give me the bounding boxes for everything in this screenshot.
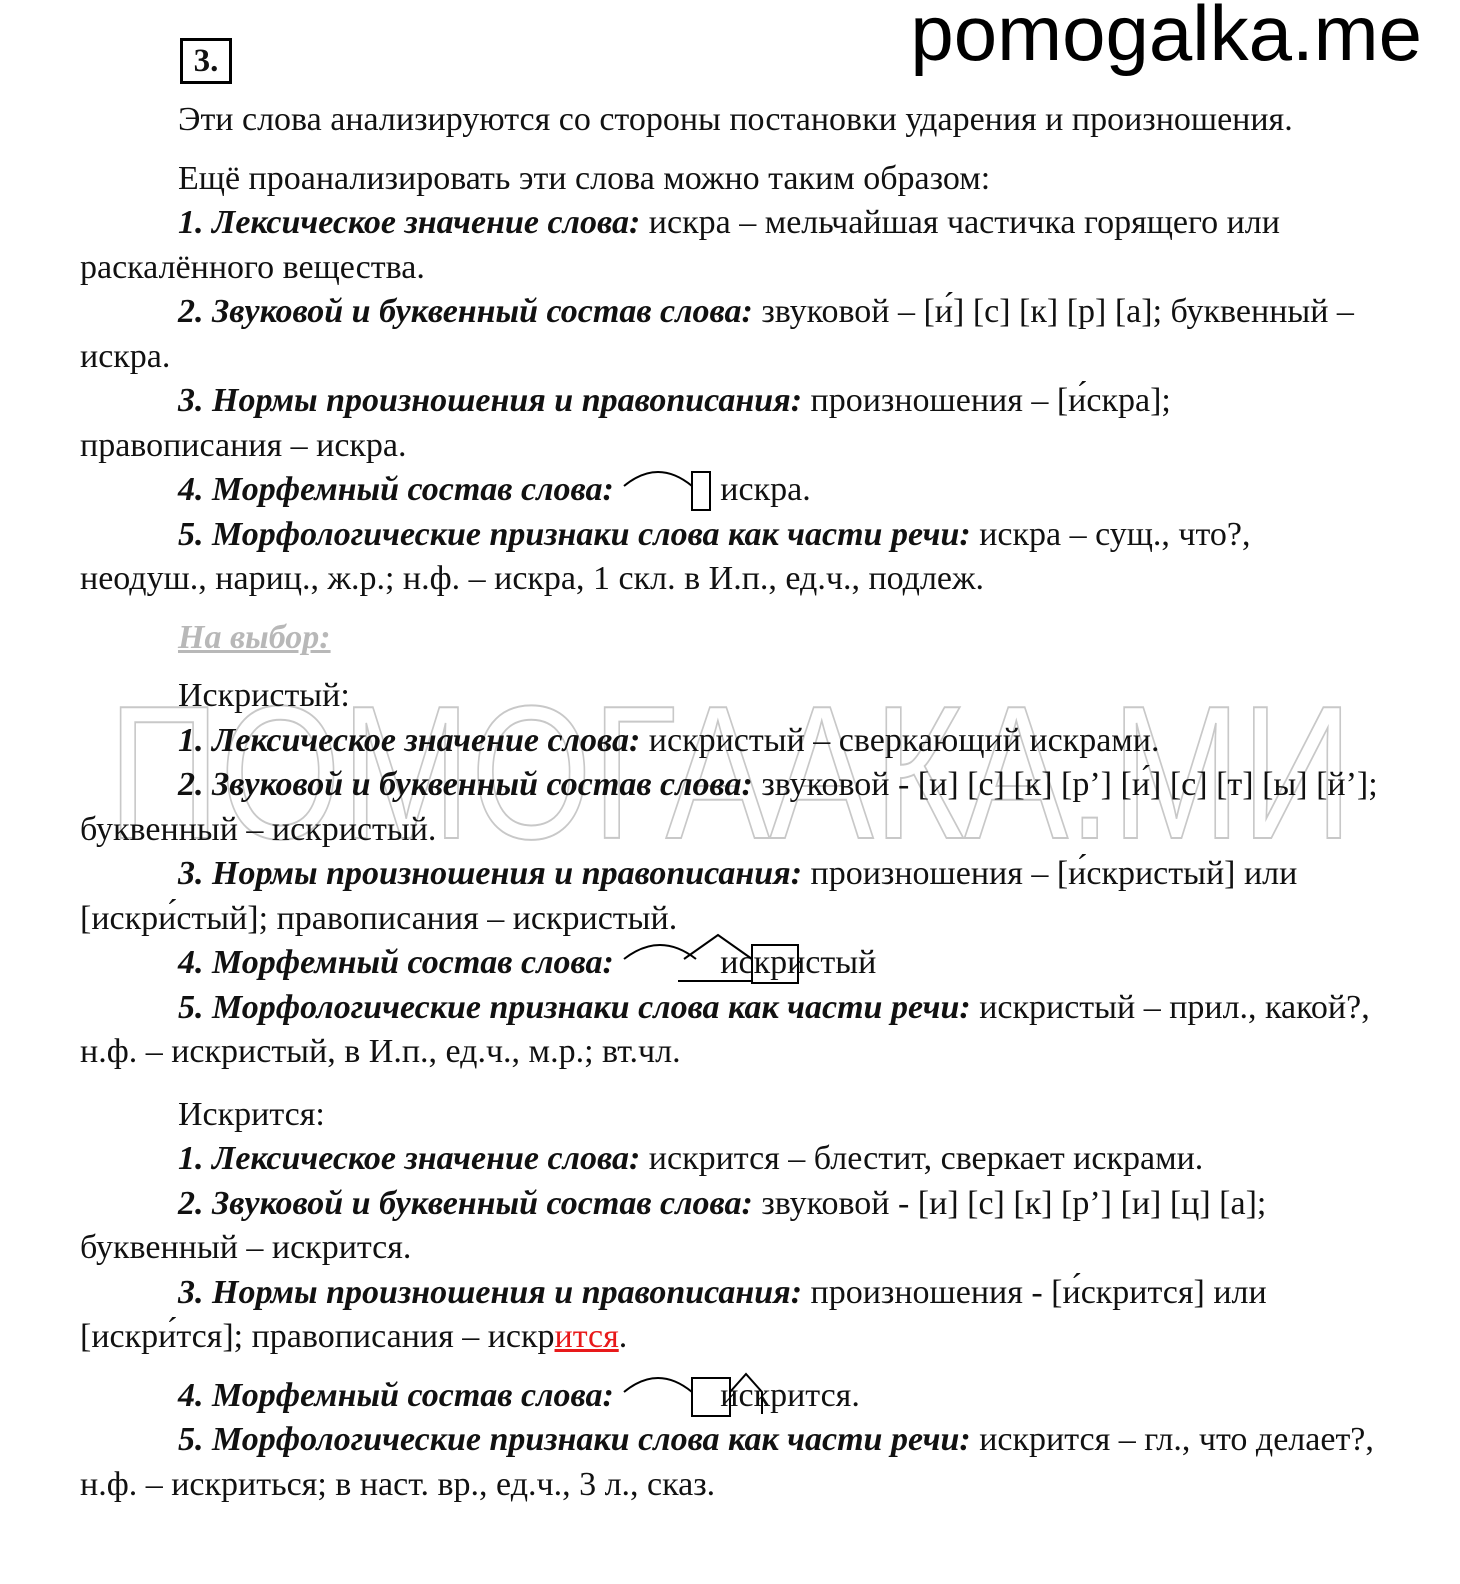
label-morphology: 5. Морфологические признаки слова как части речи: bbox=[178, 988, 971, 1026]
iskristy-lexical-text: искристый – сверкающий искрами. bbox=[640, 721, 1160, 759]
iskra-morpheme bbox=[80, 468, 1380, 513]
label-morphology: 5. Морфологические признаки слова как части речи: bbox=[178, 515, 971, 553]
label-norms: 3. Нормы произношения и правописания: bbox=[178, 382, 803, 419]
iskra-lexical-text: искра – мельчайшая частичка горящего или раскалённого вещества. bbox=[80, 204, 1280, 286]
intro-paragraph: Эти слова анализируются со стороны постановки ударения и произношения. bbox=[178, 101, 1293, 138]
choice-heading bbox=[80, 616, 1380, 661]
label-sound: 2. Звуковой и буквенный состав слова: bbox=[178, 766, 753, 803]
morpheme-diagram bbox=[622, 941, 876, 986]
iskritsya-morpheme bbox=[80, 1374, 1380, 1419]
iskristy-morphology bbox=[80, 986, 1380, 1075]
iskra-lexical bbox=[80, 201, 1380, 290]
morph-root: искр bbox=[720, 1376, 788, 1414]
iskra-sound bbox=[80, 290, 1380, 379]
label-sound: 2. Звуковой и буквенный состав слова: bbox=[178, 293, 753, 330]
morpheme-marks bbox=[622, 454, 722, 514]
morph-ending: а bbox=[787, 471, 803, 508]
iskra-norms-text: произношения – [и́скра]; правописания – искра. bbox=[80, 382, 1171, 464]
morph-postfix: ся bbox=[820, 1376, 852, 1414]
morpheme-diagram bbox=[622, 468, 802, 513]
morph-ending: ый bbox=[835, 944, 877, 981]
morph-root: искр bbox=[720, 944, 788, 981]
iskristy-norms-text: произношения – [и́скристый] или [искри́стый]; правописания – искристый. bbox=[80, 855, 1298, 937]
highlighted-ending: ится bbox=[554, 1318, 619, 1355]
iskristy-title: Искристый: bbox=[178, 677, 350, 714]
iskritsya-morphology bbox=[80, 1418, 1380, 1507]
iskra-morphology bbox=[80, 513, 1380, 602]
label-morpheme: 4. Морфемный состав слова: bbox=[178, 471, 614, 508]
label-morphology: 5. Морфологические признаки слова как части речи: bbox=[178, 1421, 971, 1458]
morph-ending: ит bbox=[787, 1376, 821, 1414]
iskritsya-morphology-text: искрится – гл., что делает?, н.ф. – искриться; в наст. вр., ед.ч., 3 л., сказ. bbox=[80, 1421, 1374, 1503]
label-norms: 3. Нормы произношения и правописания: bbox=[178, 1273, 803, 1311]
morph-root: искр bbox=[720, 471, 788, 508]
morpheme-diagram bbox=[622, 1374, 851, 1419]
norms-tail: . bbox=[618, 1318, 628, 1355]
label-morpheme: 4. Морфемный состав слова: bbox=[178, 944, 614, 981]
iskritsya-lexical-text: искрится – блестит, сверкает искрами. bbox=[640, 1140, 1204, 1177]
label-morpheme: 4. Морфемный состав слова: bbox=[178, 1376, 614, 1414]
watermark-text: ПОМОГААКА.МИ bbox=[108, 667, 1353, 879]
iskristy-morphology-text: искристый – прил., какой?, н.ф. – искристый, в И.п., ед.ч., м.р.; вт.чл. bbox=[80, 988, 1370, 1070]
iskristy-lexical bbox=[80, 719, 1380, 764]
morpheme-marks bbox=[622, 1360, 782, 1420]
morph-suffix: ист bbox=[787, 944, 836, 981]
choice-label: На выбор: bbox=[178, 618, 331, 656]
label-sound: 2. Звуковой и буквенный состав слова: bbox=[178, 1184, 753, 1222]
iskristy-sound bbox=[80, 763, 1380, 852]
iskritsya-lexical bbox=[80, 1137, 1380, 1182]
iskra-norms bbox=[80, 379, 1380, 468]
intro-paragraph-2: Ещё проанализировать эти слова можно таким образом: bbox=[178, 159, 991, 197]
label-lexical: 1. Лексическое значение слова: bbox=[178, 1140, 641, 1177]
label-norms: 3. Нормы произношения и правописания: bbox=[178, 855, 803, 892]
morph-tail: . bbox=[851, 1376, 860, 1414]
document-body bbox=[80, 98, 1380, 1507]
iskritsya-norms bbox=[80, 1271, 1380, 1360]
iskra-sound-text: звуковой – [и́] [с] [к] [р] [а]; буквенный – искра. bbox=[80, 293, 1354, 375]
iskritsya-title: Искрится: bbox=[178, 1095, 325, 1133]
morpheme-marks bbox=[622, 927, 812, 987]
iskristy-morpheme bbox=[80, 941, 1380, 986]
site-logo: pomogalka.me bbox=[910, 0, 1422, 77]
iskritsya-norms-text: произношения - [и́скрится] или [искри́тся]; правописания – искр bbox=[80, 1273, 1267, 1355]
iskritsya-sound-text: звуковой - [и] [с] [к] [р’] [и] [ц] [а]; буквенный – искрится. bbox=[80, 1184, 1267, 1266]
morph-tail: . bbox=[802, 471, 811, 508]
iskra-morphology-text: искра – сущ., что?, неодуш., нариц., ж.р.; н.ф. – искра, 1 скл. в И.п., ед.ч., подлеж. bbox=[80, 515, 1251, 597]
label-lexical: 1. Лексическое значение слова: bbox=[178, 204, 641, 241]
task-number: 3. bbox=[180, 38, 232, 84]
iskristy-sound-text: звуковой - [и] [с] [к] [р’] [и́] [с] [т] [ы] [й’]; буквенный – искристый. bbox=[80, 766, 1378, 848]
label-lexical: 1. Лексическое значение слова: bbox=[178, 721, 641, 759]
iskritsya-sound bbox=[80, 1182, 1380, 1271]
